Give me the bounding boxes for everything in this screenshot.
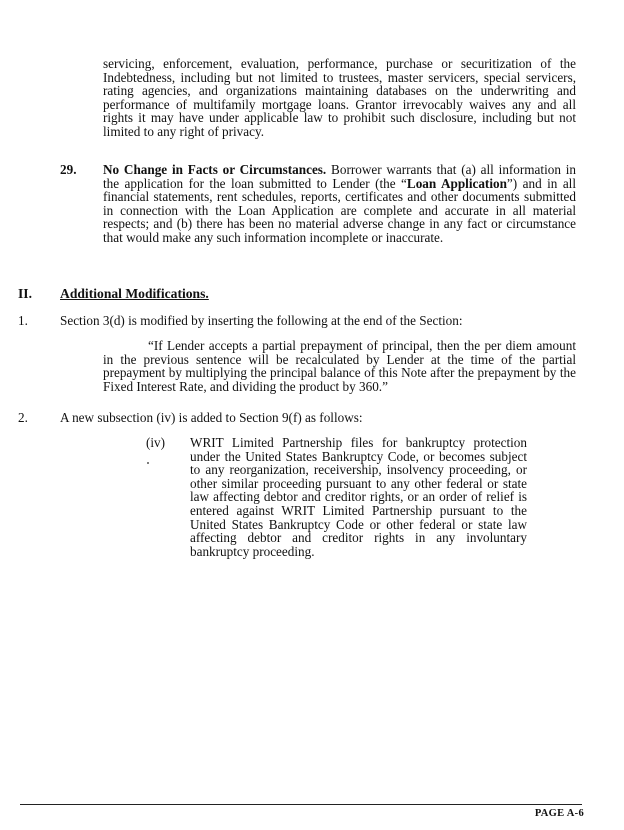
loan-application-term: Loan Application: [406, 175, 507, 191]
section-29-text-1: Borrower warrants that (a) all information in the application for the loan submitted to Lender (the “: [103, 162, 576, 191]
section-29-title: No Change in Facts or Circumstances.: [103, 162, 327, 177]
item-1-number: 1.: [18, 313, 28, 328]
part-ii-title: Additional Modifications.: [60, 286, 209, 301]
item-1-text: Section 3(d) is modified by inserting the following at the end of the Section:: [60, 313, 463, 328]
item-1-quote: “If Lender accepts a partial prepayment of principal, then the per diem amount in the previous sentence will be recalculated by Lender at the time of the partial prepayment by multiplying the principal balance of this Note after the prepayment by the Fixed Interest Rate, and dividing the product by 360.”: [103, 338, 576, 394]
subsection-iv-label: (iv): [146, 435, 166, 450]
section-29-body: [103, 163, 576, 245]
item-2-text: A new subsection (iv) is added to Section 9(f) as follows:: [60, 410, 363, 425]
part-ii-heading: [18, 287, 578, 301]
item-1: [18, 314, 578, 328]
item-2: [18, 411, 578, 425]
item-2-number: 2.: [18, 410, 28, 425]
section-29: [60, 163, 576, 245]
page-number-label: PAGE A-6: [534, 808, 584, 819]
part-ii-number: II.: [18, 286, 32, 301]
footer-rule: [20, 804, 582, 805]
scan-speck: [147, 462, 149, 464]
continuation-paragraph: servicing, enforcement, evaluation, performance, purchase or securitization of the Indebtedness, including but not limited to trustees, master servicers, special servicers, rating agencies, and organizations maintaining databases on the underwriting and performance of multifamily mortgage loans. Grantor irrevocably waives any and all rights it may have under applicable law to prohibit such disclosure, including but not limited to any right of privacy.: [103, 56, 576, 139]
subsection-iv: [146, 436, 576, 558]
subsection-iv-text: WRIT Limited Partnership files for bankruptcy protection under the United States Bankruptcy Code, or becomes subject to any reorganization, receivership, insolvency proceeding, or other similar proceeding pursuant to any other federal or state law affecting debtor and creditor rights, or an order of relief is entered against WRIT Limited Partnership pursuant to the United States Bankruptcy Code or other federal or state law affecting debtor and creditor rights in any involuntary bankruptcy proceeding.: [190, 435, 527, 559]
section-29-number: 29.: [60, 162, 77, 177]
section-29-text-2: ”) and in all financial statements, rent schedules, reports, certificates and other documents submitted in connection with the Loan Application are complete and accurate in all material respects; and (b) there has been no material adverse change in any fact or circumstance that would make any such information incomplete or inaccurate.: [103, 175, 576, 245]
